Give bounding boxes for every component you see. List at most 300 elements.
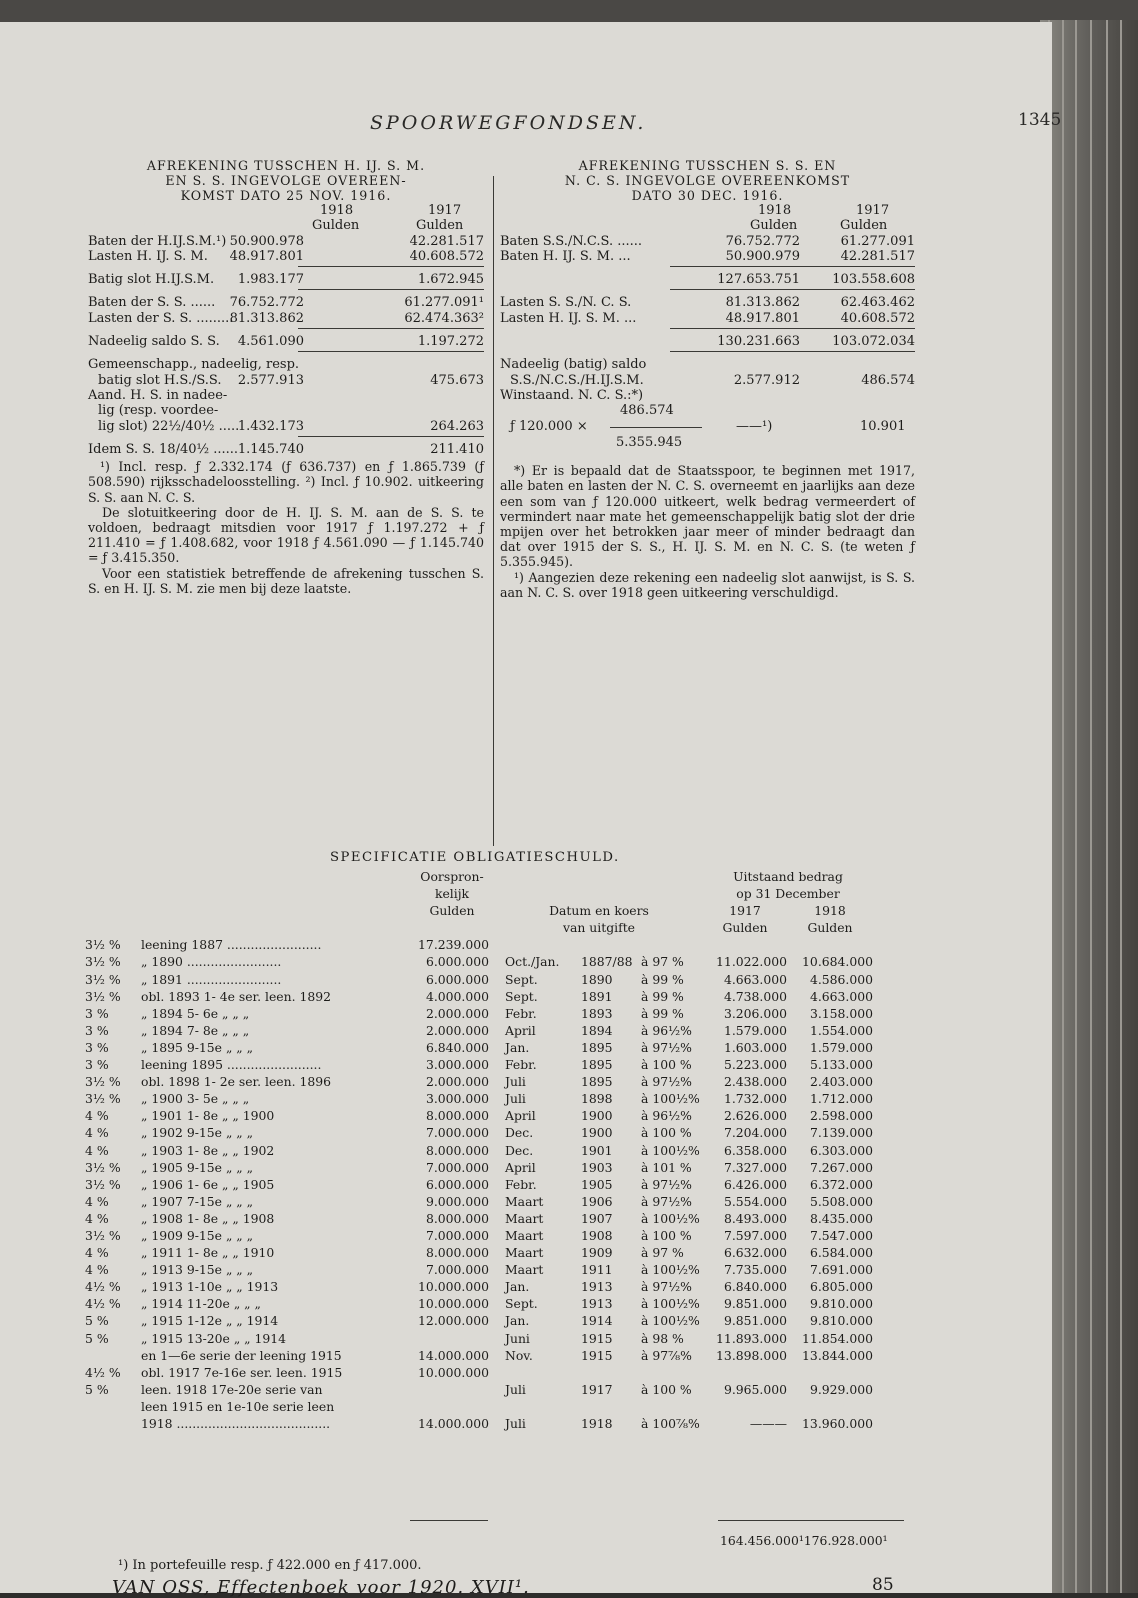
spec-description: „ 1894 7- 8e „ „ „ [141, 1022, 250, 1038]
spec-issue-year [581, 1398, 641, 1415]
row-value-1917: 103.558.608 [832, 272, 915, 288]
year-label: 1917 [856, 203, 890, 218]
settlement-row [500, 357, 915, 372]
spec-issue-year: 1913 [581, 1279, 613, 1295]
spec-issue-year: 1895 [581, 1074, 613, 1090]
right-units [500, 218, 915, 233]
spec-row [85, 1398, 873, 1415]
spec-outstanding-1917: 7.735.000 [723, 1262, 787, 1278]
settlement-row [500, 311, 915, 326]
spec-original-amount: 8.000.000 [425, 1245, 489, 1261]
row-label: Lasten S. S./N. C. S. [500, 295, 632, 311]
spec-original-amount: 14.000.000 [418, 1416, 489, 1431]
spec-rate: 3½ % [85, 954, 121, 970]
spec-header-cell [141, 885, 409, 902]
row-value-1917: 264.263 [430, 418, 484, 434]
spec-issue-year: 1913 [581, 1296, 613, 1312]
spec-outstanding-1917 [703, 936, 787, 953]
spec-description: „ 1913 9-15e „ „ „ [141, 1262, 254, 1278]
spec-rate: 4 % [85, 1125, 109, 1141]
book-page-edges [1040, 20, 1138, 1593]
spec-row [85, 1090, 873, 1107]
spec-outstanding-1918: 6.372.000 [809, 1176, 873, 1192]
right-heading [500, 158, 915, 203]
spec-outstanding-1917: 2.626.000 [723, 1108, 787, 1124]
spec-header-cell [85, 902, 141, 919]
row-value-1918: 4.561.090 [237, 334, 304, 350]
spec-rate: 4½ % [85, 1279, 121, 1295]
row-value-1917: 475.673 [430, 372, 484, 388]
spec-original-amount: 6.000.000 [425, 1176, 489, 1192]
spec-issue-year: 1915 [581, 1330, 613, 1346]
settlement-row [500, 295, 915, 310]
spec-issue-year: 1914 [581, 1313, 613, 1329]
spec-rate: 4 % [85, 1142, 109, 1158]
spec-issue-month: Juli [505, 1416, 526, 1431]
spec-outstanding-1918: 3.158.000 [809, 1005, 873, 1021]
spec-row [85, 1124, 873, 1141]
spec-original-amount [409, 1398, 495, 1415]
spec-description: obl. 1917 7e-16e ser. leen. 1915 [141, 1364, 343, 1380]
spec-outstanding-1918: 13.960.000 [802, 1416, 873, 1431]
spec-issue-rate: à 97½% [641, 1176, 692, 1192]
right-years [500, 203, 915, 218]
spec-original-amount: 2.000.000 [425, 1005, 489, 1021]
spec-row [85, 1244, 873, 1261]
row-label: Lasten H. IJ. S. M. [88, 248, 208, 264]
spec-outstanding-1918: 1.554.000 [809, 1022, 873, 1038]
spec-header-row [85, 919, 873, 936]
spec-outstanding-1918: 5.508.000 [809, 1193, 873, 1209]
spec-outstanding-1918: 11.854.000 [802, 1330, 873, 1346]
fraction-bar [610, 427, 702, 428]
spec-issue-month: Juli [505, 1381, 526, 1397]
spec-issue-year: 1917 [581, 1381, 613, 1397]
spec-row [85, 1278, 873, 1295]
spec-outstanding-1917: 4.663.000 [723, 971, 787, 987]
spec-outstanding-1917: 4.738.000 [723, 988, 787, 1004]
row-label: Idem S. S. 18/40½ ...... [88, 441, 239, 457]
spec-outstanding-1918: 1.579.000 [809, 1039, 873, 1055]
left-rows [88, 234, 484, 458]
spec-outstanding-1918 [787, 936, 873, 953]
spec-row [85, 1381, 873, 1398]
spec-issue-rate: à 97 % [641, 954, 684, 970]
spec-rate: 4 % [85, 1193, 109, 1209]
spec-row [85, 1005, 873, 1022]
spec-outstanding-1918: 9.810.000 [809, 1296, 873, 1312]
spec-issue-year: 1911 [581, 1262, 613, 1278]
spec-issue-year: 1893 [581, 1005, 613, 1021]
row-value-1917: 40.608.572 [840, 310, 915, 326]
spec-description: en 1—6e serie der leening 1915 [141, 1347, 342, 1363]
note-paragraph: ¹) Aangezien deze rekening een nadeelig slot aanwijst, is S. S. aan N. C. S. over 1918 geen uitkeering verschuldigd. [500, 569, 915, 600]
spec-issue-rate: à 101 % [641, 1159, 692, 1175]
spec-outstanding-1918: 2.598.000 [809, 1108, 873, 1124]
spec-issue-rate: à 97½% [641, 1279, 692, 1295]
spec-issue-month: Dec. [505, 1142, 534, 1158]
spec-rate: 4½ % [85, 1364, 121, 1380]
spec-outstanding-1918: 7.547.000 [809, 1227, 873, 1243]
spec-rate: 3½ % [85, 1159, 121, 1175]
spec-issue-month: Juli [505, 1074, 526, 1090]
spec-row [85, 1022, 873, 1039]
spec-outstanding-1918: 7.139.000 [809, 1125, 873, 1141]
spec-rate: 4 % [85, 1108, 109, 1124]
spec-original-amount: 8.000.000 [425, 1210, 489, 1226]
spec-issue-year: 1915 [581, 1347, 613, 1363]
right-heading-line: N. C. S. INGEVOLGE OVEREENKOMST [564, 173, 851, 188]
left-heading-line: KOMST DATO 25 NOV. 1916. [180, 188, 392, 203]
spec-description: „ 1913 1-10e „ „ 1913 [141, 1279, 279, 1295]
spec-rate: 4 % [85, 1262, 109, 1278]
spec-header-orig: Oorspron- [420, 869, 484, 884]
spec-original-amount [409, 1381, 495, 1398]
spec-issue-rate: à 98 % [641, 1330, 684, 1346]
spec-issue-year: 1906 [581, 1193, 613, 1209]
row-value-1917: 62.463.462 [840, 295, 915, 311]
row-label: Baten der H.IJ.S.M.¹) [88, 233, 227, 249]
spec-issue-month [495, 1364, 581, 1381]
spec-outstanding-1918: 10.684.000 [802, 954, 873, 970]
spec-issue-rate: à 100 % [641, 1381, 692, 1397]
settlement-row [88, 419, 484, 434]
spec-rate: 4½ % [85, 1296, 121, 1312]
settlement-row [88, 357, 484, 372]
settlement-row [88, 272, 484, 287]
book-footer-number: 85 [872, 1575, 894, 1595]
spec-rate [85, 1415, 141, 1432]
row-value-1917: 103.072.034 [832, 334, 915, 350]
spec-issue-year: 1901 [581, 1142, 613, 1158]
spec-row [85, 1039, 873, 1056]
row-label: Nadeelig saldo S. S. [88, 334, 220, 350]
spec-description: „ 1907 7-15e „ „ „ [141, 1193, 254, 1209]
spec-row [85, 1415, 873, 1432]
left-units [88, 218, 484, 233]
spec-row [85, 1330, 873, 1347]
spec-issue-rate: à 100½% [641, 1296, 700, 1312]
spec-original-amount: 3.000.000 [425, 1091, 489, 1107]
row-value-1918: 1.432.173 [237, 418, 304, 434]
left-heading [88, 158, 484, 203]
spec-row [85, 1312, 873, 1329]
spec-outstanding-1917 [703, 1398, 787, 1415]
spec-description: leen. 1918 17e-20e serie van [141, 1381, 323, 1397]
spec-issue-rate: à 100 % [641, 1057, 692, 1073]
spec-header-cell [141, 902, 409, 919]
spec-header-row [85, 885, 873, 902]
spec-issue-year: 1900 [581, 1125, 613, 1141]
note-paragraph: De slotuitkeering door de H. IJ. S. M. aan de S. S. te voldoen, bedraagt mitsdien voor 1917 ƒ 1.197.272 + ƒ 211.410 = ƒ 1.408.682, voor 1918 ƒ 4.561.090 — ƒ 1.145.740 = ƒ 3.415.350. [88, 504, 484, 566]
spec-issue-rate: à 99 % [641, 1005, 684, 1021]
spec-issue-rate: à 97½% [641, 1074, 692, 1090]
spec-header-date [495, 868, 703, 885]
spec-issue-month: Jan. [505, 1313, 530, 1329]
spec-outstanding-1918: 6.584.000 [809, 1245, 873, 1261]
right-heading-line: AFREKENING TUSSCHEN S. S. EN [578, 158, 837, 173]
spec-issue-year: 1895 [581, 1039, 613, 1055]
year-label: 1918 [758, 203, 792, 218]
spec-outstanding-1917 [703, 1364, 787, 1381]
row-gap [88, 349, 484, 357]
spec-header-date: Datum en koers [549, 903, 649, 919]
spec-rate: 4 % [85, 1245, 109, 1261]
row-label: lig slot) 22½/40½ ..... [98, 418, 240, 434]
spec-original-amount: 8.000.000 [425, 1142, 489, 1158]
spec-description: „ 1905 9-15e „ „ „ [141, 1159, 254, 1175]
spec-outstanding-1918 [787, 1398, 873, 1415]
spec-outstanding-1917: 7.327.000 [723, 1159, 787, 1175]
spec-rate [85, 1398, 141, 1415]
spec-description: leening 1895 ........................ [141, 1057, 322, 1073]
spec-row [85, 1364, 873, 1381]
unit-label: Gulden [312, 218, 360, 234]
spec-original-amount: 2.000.000 [425, 1022, 489, 1038]
spec-issue-rate: à 100½% [641, 1142, 700, 1158]
spec-issue-year: 1887/88 [581, 954, 633, 970]
separator-rule [670, 351, 915, 352]
spec-header-row [85, 868, 873, 885]
row-label: lig (resp. voordee- [98, 403, 219, 419]
spec-outstanding-1917: 6.840.000 [723, 1279, 787, 1295]
spec-row [85, 1261, 873, 1278]
unit-label: Gulden [416, 218, 464, 234]
row-label: Gemeenschapp., nadeelig, resp. [88, 357, 300, 373]
right-notes [500, 463, 915, 600]
row-value-1917: 40.608.572 [409, 248, 484, 264]
spec-issue-year: 1907 [581, 1210, 613, 1226]
row-value-1917: 1.672.945 [417, 272, 484, 288]
spec-description: „ 1895 9-15e „ „ „ [141, 1039, 254, 1055]
spec-issue-month: Maart [505, 1262, 544, 1278]
spec-table [85, 868, 873, 1432]
spec-issue-year: 1905 [581, 1176, 613, 1192]
year-label: 1917 [428, 203, 462, 218]
spec-issue-month: Jan. [505, 1279, 530, 1295]
settlement-row [500, 272, 915, 287]
spec-issue-month: Juni [505, 1330, 530, 1346]
spec-issue-year: 1908 [581, 1227, 613, 1243]
spec-issue-year: 1918 [581, 1416, 613, 1431]
row-label: Nadeelig (batig) saldo [500, 357, 647, 373]
spec-issue-month: Jan. [505, 1039, 530, 1055]
row-value-1918: 2.577.913 [237, 372, 304, 388]
spec-outstanding-1918: 13.844.000 [802, 1347, 873, 1363]
row-value-1917: 62.474.363² [404, 310, 484, 326]
page-number: 1345 [1018, 110, 1062, 130]
spec-outstanding-1917: 6.426.000 [723, 1176, 787, 1192]
spec-outstanding-1917: 1.732.000 [723, 1091, 787, 1107]
spec-description: leen 1915 en 1e-10e serie leen [141, 1398, 335, 1414]
spec-rate: 3½ % [85, 1091, 121, 1107]
note-paragraph: ¹) Incl. resp. ƒ 2.332.174 (ƒ 636.737) en ƒ 1.865.739 (ƒ 508.590) rijksschadeloosstelling. ²) Incl. ƒ 10.902. uitkeering S. S. aan N. C. S. [88, 459, 484, 505]
settlement-row [88, 311, 484, 326]
spec-original-amount: 7.000.000 [425, 1262, 489, 1278]
spec-issue-rate: à 100½% [641, 1210, 700, 1226]
spec-rate: 3½ % [85, 937, 121, 953]
spec-header-date [495, 885, 703, 902]
spec-issue-rate: à 96½% [641, 1022, 692, 1038]
spec-issue-month: Febr. [505, 1176, 537, 1192]
spec-issue-rate: à 97½% [641, 1039, 692, 1055]
spec-original-amount: 7.000.000 [425, 1227, 489, 1243]
spec-rate: 3 % [85, 1057, 109, 1073]
row-value-1917: 42.281.517 [840, 248, 915, 264]
spec-row [85, 1295, 873, 1312]
spec-issue-month [495, 936, 581, 953]
year-label: 1918 [320, 203, 354, 218]
spec-outstanding-1917: 11.022.000 [716, 954, 787, 970]
row-label: Batig slot H.IJ.S.M. [88, 272, 215, 288]
separator-rule [298, 351, 484, 352]
spec-header-orig: Gulden [429, 903, 475, 919]
spec-issue-month: Maart [505, 1245, 544, 1261]
spec-row [85, 1159, 873, 1176]
spec-original-amount: 6.000.000 [425, 954, 489, 970]
settlement-row [88, 234, 484, 249]
settlement-row [88, 403, 484, 418]
spec-outstanding-1918: 9.810.000 [809, 1313, 873, 1329]
spec-issue-rate: à 99 % [641, 988, 684, 1004]
settlement-row [88, 295, 484, 310]
row-value-1918: 81.313.862 [725, 295, 800, 311]
spec-header-date: van uitgifte [562, 920, 636, 936]
spec-header-row [85, 902, 873, 919]
row-label: Baten der S. S. ...... [88, 295, 216, 311]
spec-footnote: ¹) In portefeuille resp. ƒ 422.000 en ƒ 417.000. [118, 1558, 422, 1573]
left-heading-line: AFREKENING TUSSCHEN H. IJ. S. M. [146, 158, 426, 173]
row-value-1918: 76.752.772 [229, 295, 304, 311]
left-notes [88, 459, 484, 596]
spec-issue-rate: à 97½% [641, 1193, 692, 1209]
row-value-1918: 130.231.663 [717, 334, 800, 350]
row-gap [500, 264, 915, 272]
spec-original-amount: 9.000.000 [425, 1193, 489, 1209]
row-label: Baten S.S./N.C.S. ...... [500, 233, 643, 249]
spec-row [85, 1056, 873, 1073]
spec-rate: 5 % [85, 1381, 109, 1397]
spec-issue-year [581, 936, 641, 953]
spec-header-outstanding: Uitstaand bedrag [733, 869, 843, 884]
spec-rate: 3½ % [85, 1227, 121, 1243]
settlement-row [88, 334, 484, 349]
spec-issue-month [495, 1398, 581, 1415]
row-value-1918: 81.313.862 [229, 310, 304, 326]
left-heading-line: EN S. S. INGEVOLGE OVEREEN- [165, 173, 407, 188]
settlement-row [88, 388, 484, 403]
spec-description: „ 1903 1- 8e „ „ 1902 [141, 1142, 275, 1158]
settlement-row [500, 234, 915, 249]
row-label: S.S./N.C.S./H.IJ.S.M. [510, 372, 644, 388]
note-paragraph: Voor een statistiek betreffende de afrekening tusschen S. S. en H. IJ. S. M. zie men bij deze laatste. [88, 565, 484, 596]
spec-outstanding-1917: 9.851.000 [723, 1296, 787, 1312]
spec-issue-month: Sept. [505, 1296, 538, 1312]
spec-header-cell [85, 919, 141, 936]
row-label: batig slot H.S./S.S. [98, 372, 222, 388]
left-settlement [88, 158, 484, 596]
spec-row [85, 988, 873, 1005]
spec-issue-rate: à 99 % [641, 971, 684, 987]
spec-row [85, 1347, 873, 1364]
spec-outstanding-1917: 5.554.000 [723, 1193, 787, 1209]
spec-outstanding-1917: 11.893.000 [716, 1330, 787, 1346]
spec-issue-year: 1891 [581, 988, 613, 1004]
row-value-1918: 50.900.979 [725, 248, 800, 264]
row-gap [500, 326, 915, 334]
spec-original-amount: 4.000.000 [425, 988, 489, 1004]
winst-fraction [500, 403, 915, 449]
spec-outstanding-1917: 9.851.000 [723, 1313, 787, 1329]
spec-rate: 3½ % [85, 971, 121, 987]
settlement-row [500, 249, 915, 264]
spec-issue-month: Dec. [505, 1125, 534, 1141]
spec-issue-rate [641, 1364, 703, 1381]
row-value-1917: 486.574 [861, 372, 915, 388]
spec-total: 164.456.000¹176.928.000¹ [720, 1533, 888, 1548]
spec-outstanding-1918: 2.403.000 [809, 1074, 873, 1090]
spec-header-1918: 1918 [814, 903, 846, 919]
column-divider [493, 176, 494, 846]
spec-rate: 3 % [85, 1022, 109, 1038]
spec-outstanding-1918: 6.805.000 [809, 1279, 873, 1295]
settlement-row [500, 334, 915, 349]
fraction-denominator: 5.355.945 [616, 435, 683, 451]
unit-label: Gulden [840, 218, 888, 234]
spec-row [85, 1210, 873, 1227]
separator-rule [298, 266, 484, 267]
separator-rule [670, 328, 915, 329]
spec-outstanding-1917: 7.597.000 [723, 1227, 787, 1243]
row-label: Baten H. IJ. S. M. ... [500, 248, 631, 264]
spec-issue-month: Juli [505, 1091, 526, 1107]
spec-row [85, 1142, 873, 1159]
spec-rate: 3½ % [85, 1176, 121, 1192]
spec-rate: 3½ % [85, 988, 121, 1004]
row-label: Winstaand. N. C. S.:*) [500, 387, 644, 403]
spec-issue-rate: à 100½% [641, 1262, 700, 1278]
spec-original-amount: 3.000.000 [425, 1057, 489, 1073]
separator-rule [298, 289, 484, 290]
spec-outstanding-1918: 4.663.000 [809, 988, 873, 1004]
spec-issue-month: Sept. [505, 971, 538, 987]
row-gap [500, 287, 915, 295]
separator-rule [670, 266, 915, 267]
spec-description: „ 1909 9-15e „ „ „ [141, 1227, 254, 1243]
spec-issue-rate: à 97 % [641, 1245, 684, 1261]
spec-issue-year: 1903 [581, 1159, 613, 1175]
row-gap [88, 326, 484, 334]
spec-issue-year: 1894 [581, 1022, 613, 1038]
row-label: Aand. H. S. in nadee- [88, 387, 228, 403]
spec-outstanding-1918: 8.435.000 [809, 1210, 873, 1226]
spec-header-cell [85, 885, 141, 902]
spec-row [85, 971, 873, 988]
spec-issue-rate: à 100⅞% [641, 1416, 700, 1431]
settlement-row [88, 373, 484, 388]
spec-original-amount: 2.000.000 [425, 1074, 489, 1090]
right-rows [500, 234, 915, 404]
spec-outstanding-1917: 5.223.000 [723, 1057, 787, 1073]
spec-header-cell [85, 868, 141, 885]
spec-description: „ 1915 13-20e „ „ 1914 [141, 1330, 287, 1346]
spec-description: leening 1887 ........................ [141, 937, 322, 953]
settlement-row [88, 249, 484, 264]
spec-issue-year: 1898 [581, 1091, 613, 1107]
left-years [88, 203, 484, 218]
right-settlement [500, 158, 915, 600]
spec-issue-year [581, 1364, 641, 1381]
